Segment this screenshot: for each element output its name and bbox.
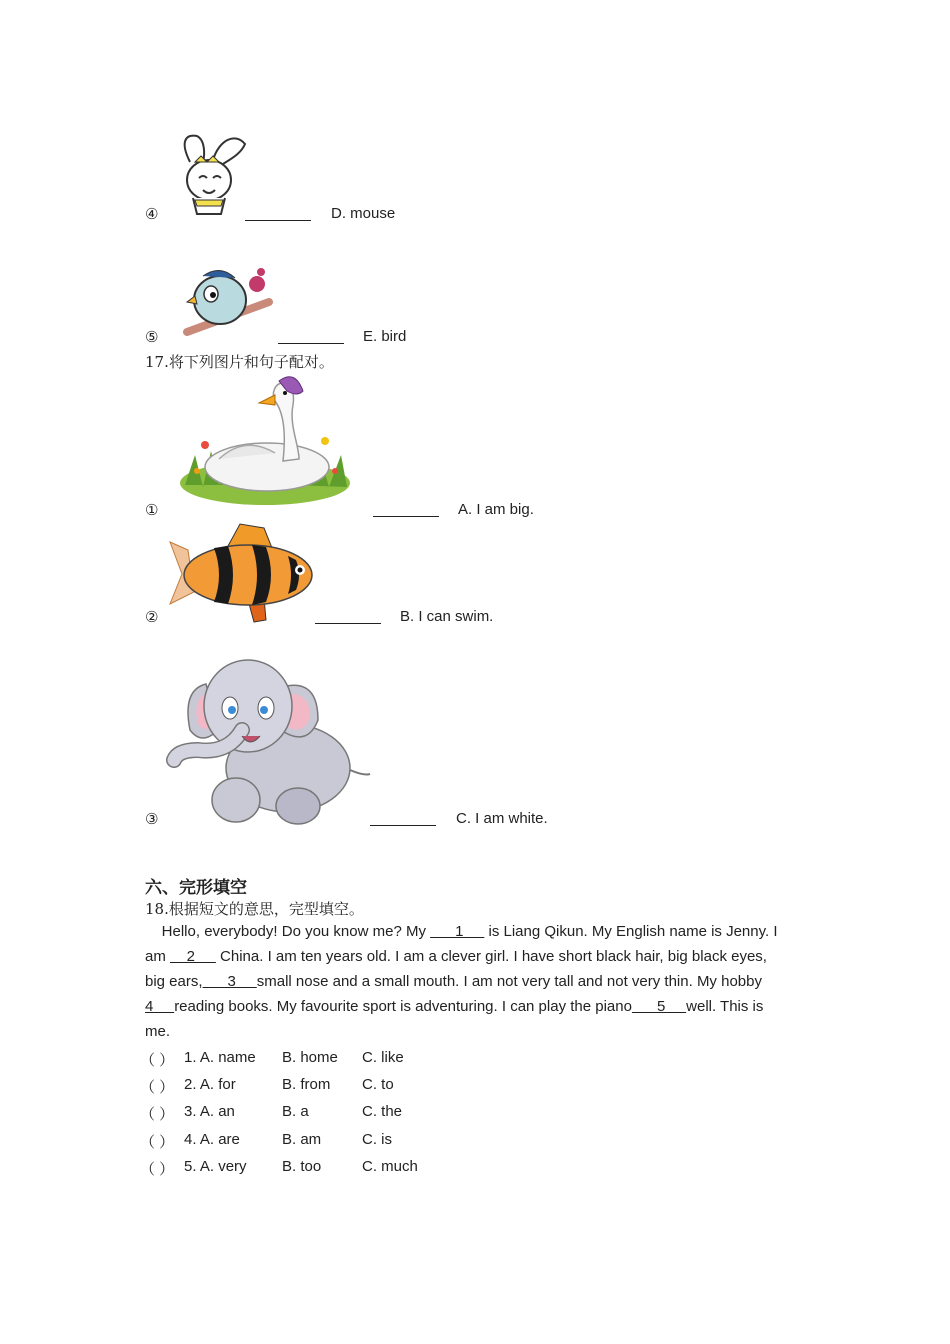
- cloze-passage: [145, 919, 805, 1044]
- bird-picture: [185, 262, 275, 338]
- choice-1-b: B. home: [282, 1049, 338, 1066]
- answer-paren-5[interactable]: （ ）: [140, 1161, 175, 1178]
- passage-line-4: 4 reading books. My favourite sport is adventuring. I can play the piano 5 well. This is: [145, 998, 764, 1015]
- choice-5-b: B. too: [282, 1158, 322, 1175]
- blank-1[interactable]: 1: [430, 923, 485, 940]
- q17-answer-blank-2[interactable]: [315, 609, 381, 624]
- q17-item-3-marker: ③: [145, 811, 159, 828]
- q17-answer-blank-1[interactable]: [373, 502, 439, 517]
- q17-answer-blank-3[interactable]: [370, 811, 436, 826]
- section-6-heading: 六、完形填空: [145, 878, 247, 898]
- choice-2-b: B. from: [282, 1076, 331, 1093]
- q17-option-a: A. I am big.: [458, 501, 534, 518]
- choice-4-c: C. is: [362, 1131, 392, 1148]
- choice-3-b: B. a: [282, 1103, 309, 1120]
- q17-title: 17.将下列图片和句子配对。: [145, 353, 334, 371]
- passage-line-2: am 2 China. I am ten years old. I am a clever girl. I have short black hair, big black eyes,: [145, 948, 767, 965]
- rabbit-picture: [175, 132, 250, 217]
- answer-paren-2[interactable]: （ ）: [140, 1079, 175, 1096]
- answer-blank-5[interactable]: [278, 329, 344, 344]
- passage-line-3: big ears, 3 small nose and a small mouth. I am not very tall and not very thin. My hobby: [145, 973, 762, 990]
- option-d: D. mouse: [331, 205, 396, 222]
- answer-paren-3[interactable]: （ ）: [140, 1106, 175, 1123]
- elephant-picture: [168, 650, 373, 828]
- choice-4-b: B. am: [282, 1131, 322, 1148]
- choice-1-a: 1. A. name: [184, 1049, 256, 1066]
- q17-option-c: C. I am white.: [456, 810, 548, 827]
- passage-line-5: me.: [145, 1023, 171, 1040]
- answer-blank-4[interactable]: [245, 206, 311, 221]
- choice-4-a: 4. A. are: [184, 1131, 240, 1148]
- answer-paren-1[interactable]: （ ）: [140, 1052, 175, 1069]
- blank-4[interactable]: 4: [145, 998, 175, 1015]
- choice-5-a: 5. A. very: [184, 1158, 247, 1175]
- fish-picture: [168, 520, 318, 625]
- goose-picture: [175, 375, 355, 510]
- option-e: E. bird: [363, 328, 407, 345]
- choice-3-c: C. the: [362, 1103, 403, 1120]
- passage-line-1: Hello, everybody! Do you know me? My 1 is Liang Qikun. My English name is Jenny. I: [161, 923, 778, 940]
- blank-3[interactable]: 3: [202, 973, 257, 990]
- choice-5-c: C. much: [362, 1158, 418, 1175]
- blank-5[interactable]: 5: [631, 998, 687, 1015]
- item-5-marker: ⑤: [145, 329, 159, 346]
- blank-2[interactable]: 2: [170, 948, 216, 965]
- answer-paren-4[interactable]: （ ）: [140, 1134, 175, 1151]
- choice-2-a: 2. A. for: [184, 1076, 236, 1093]
- q18-title: 18.根据短文的意思，完型填空。: [145, 900, 364, 918]
- q17-item-2-marker: ②: [145, 609, 159, 626]
- choice-1-c: C. like: [362, 1049, 404, 1066]
- item-4-marker: ④: [145, 206, 159, 223]
- choice-3-a: 3. A. an: [184, 1103, 235, 1120]
- q17-option-b: B. I can swim.: [400, 608, 494, 625]
- choice-2-c: C. to: [362, 1076, 394, 1093]
- q17-item-1-marker: ①: [145, 502, 159, 519]
